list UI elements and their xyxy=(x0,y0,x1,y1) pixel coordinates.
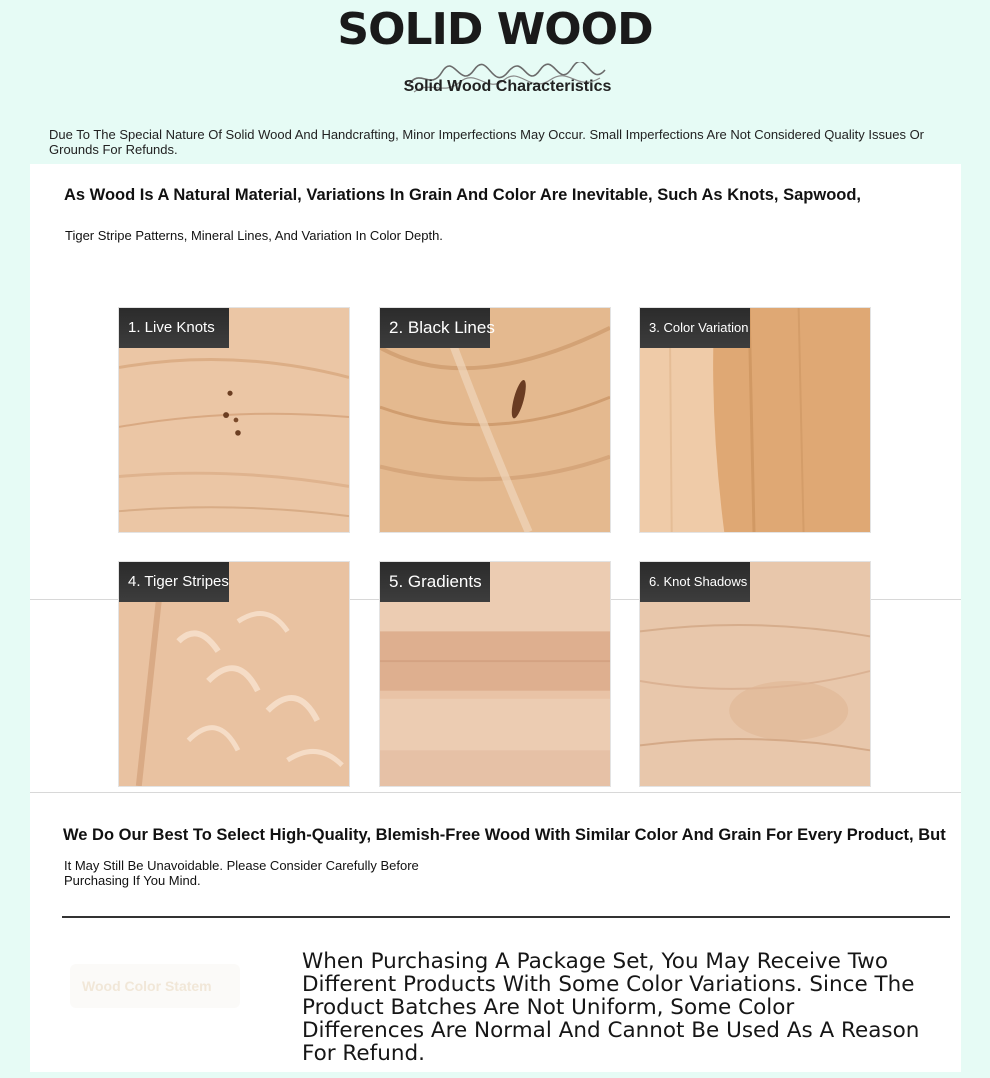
page-title: SOLID WOOD xyxy=(337,4,653,55)
swatch-label: 6. Knot Shadows xyxy=(640,562,750,602)
swatch-label: 1. Live Knots xyxy=(119,308,229,348)
swatch-label: 4. Tiger Stripes xyxy=(119,562,229,602)
package-set-statement: When Purchasing A Package Set, You May Receive Two Different Products With Some Color Variations. Since The Product Batches Are Not Uniform, Some Color Differences Are Normal And Cannot Be Used As A Reason For Refund. xyxy=(302,949,920,1066)
wood-color-statement-badge: Wood Color Statem xyxy=(70,964,240,1008)
swatch-label: 2. Black Lines xyxy=(380,308,490,348)
subtitle-block xyxy=(400,62,615,104)
swatch-label: 3. Color Variation xyxy=(640,308,750,348)
swatch-black-lines xyxy=(379,307,611,533)
page-subtitle: Solid Wood Characteristics xyxy=(403,78,612,95)
swatch-gradients xyxy=(379,561,611,787)
variation-heading: As Wood Is A Natural Material, Variations In Grain And Color Are Inevitable, Such As Knots, Sapwood, xyxy=(64,186,862,204)
intro-notice: Due To The Special Nature Of Solid Wood And Handcrafting, Minor Imperfections May Occur. Small Imperfections Are Not Considered Quality Issues Or Grounds For Refunds. xyxy=(49,127,925,157)
variation-detail: Tiger Stripe Patterns, Mineral Lines, And Variation In Color Depth. xyxy=(65,228,443,243)
swatch-live-knots xyxy=(118,307,350,533)
swatch-color-variation xyxy=(639,307,871,533)
swatch-knot-shadows xyxy=(639,561,871,787)
swatch-tiger-stripes xyxy=(118,561,350,787)
selection-heading: We Do Our Best To Select High-Quality, Blemish-Free Wood With Similar Color And Grain For Every Product, But xyxy=(63,826,946,844)
content-panel xyxy=(30,164,961,1072)
swatch-label: 5. Gradients xyxy=(380,562,490,602)
section-divider xyxy=(62,916,950,918)
selection-detail: It May Still Be Unavoidable. Please Consider Carefully Before Purchasing If You Mind. xyxy=(64,858,419,888)
